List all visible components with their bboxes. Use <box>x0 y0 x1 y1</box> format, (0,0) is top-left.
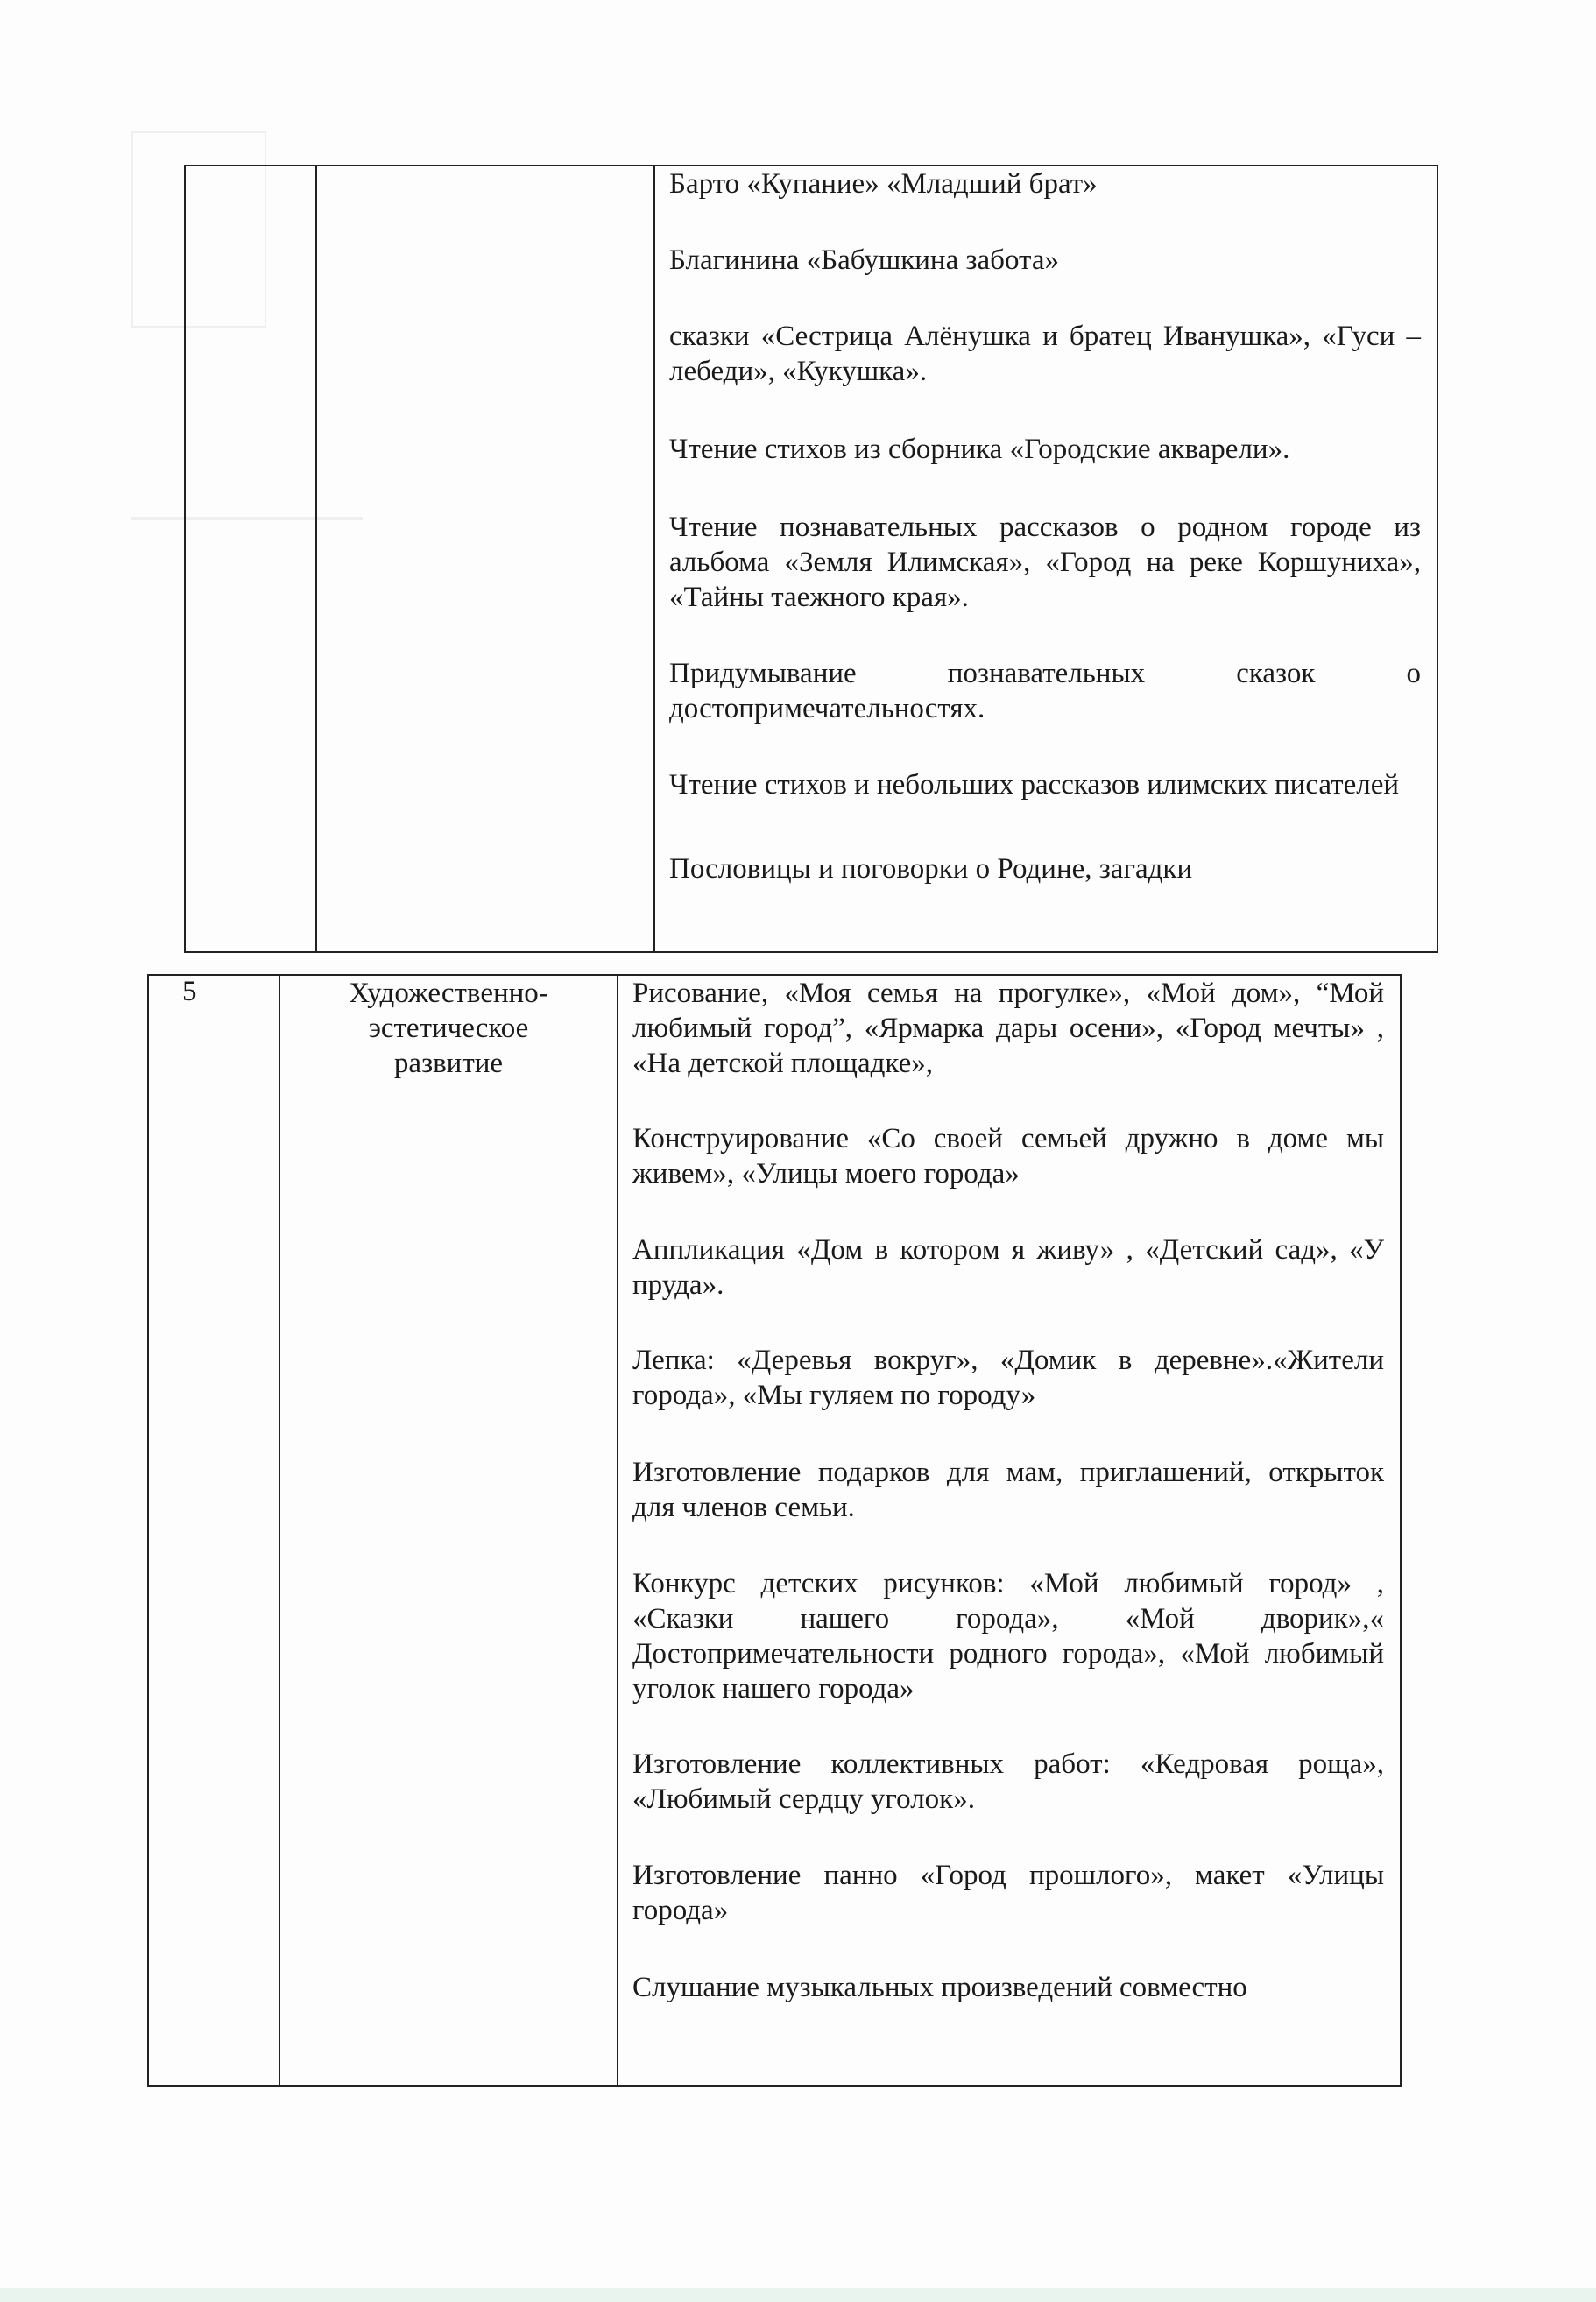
list-item: Барто «Купание» «Младший брат» <box>669 168 1098 200</box>
area-cell <box>279 975 618 2086</box>
list-item: Изготовление коллективных работ: «Кедровая роща», «Любимый сердцу уголок». <box>632 1748 1384 1815</box>
list-item: Изготовление подарков для мам, приглашений, открыток для членов семьи. <box>632 1457 1384 1523</box>
list-item: Лепка: «Деревья вокруг», «Домик в деревне».«Жители города», «Мы гуляем по городу» <box>632 1345 1384 1411</box>
number-cell <box>148 975 279 2086</box>
list-item: сказки «Сестрица Алёнушка и братец Иванушка», «Гуси – лебеди», «Кукушка». <box>669 321 1421 387</box>
list-item: Аппликация «Дом в котором я живу» , «Детский сад», «У пруда». <box>632 1234 1384 1301</box>
row-number <box>186 166 315 173</box>
table-row <box>148 975 1401 2086</box>
table-row <box>185 166 1437 952</box>
number-cell <box>185 166 316 952</box>
list-item: Изготовление панно «Город прошлого», макет «Улицы города» <box>632 1860 1384 1926</box>
list-item: Рисование, «Моя семья на прогулке», «Мой дом», “Мой любимый город”, «Ярмарка дары осени», «Город мечты» , «На детской площадке», <box>632 978 1384 1079</box>
list-item: Благинина «Бабушкина забота» <box>669 244 1060 276</box>
row-number: 5 <box>182 976 197 1007</box>
list-item: Конкурс детских рисунков: «Мой любимый город» , «Сказки нашего города», «Мой дворик»,« Достопримечательности родного города», «Мой любимый уголок нашего города» <box>632 1568 1384 1705</box>
table-continuation <box>184 165 1438 953</box>
content-cell <box>654 166 1437 952</box>
scan-edge <box>0 2288 1596 2302</box>
content-cell <box>618 975 1401 2086</box>
list-item: Придумывание познавательных сказок о достопримечательностях. <box>669 658 1421 724</box>
list-item: Слушание музыкальных произведений совместно <box>632 1972 1247 2003</box>
list-item: Чтение стихов из сборника «Городские акварели». <box>669 434 1290 465</box>
area-cell <box>316 166 654 952</box>
list-item: Конструирование «Со своей семьей дружно в доме мы живем», «Улицы моего города» <box>632 1123 1384 1190</box>
table-section-5 <box>147 974 1402 2087</box>
list-item: Чтение познавательных рассказов о родном городе из альбома «Земля Илимская», «Город на реке Коршуниха», «Тайны таежного края». <box>669 512 1421 613</box>
list-item: Чтение стихов и небольших рассказов илимских писателей <box>669 769 1400 801</box>
area-title: Художественно-эстетическое развитие <box>349 978 548 1079</box>
list-item: Пословицы и поговорки о Родине, загадки <box>669 853 1193 885</box>
